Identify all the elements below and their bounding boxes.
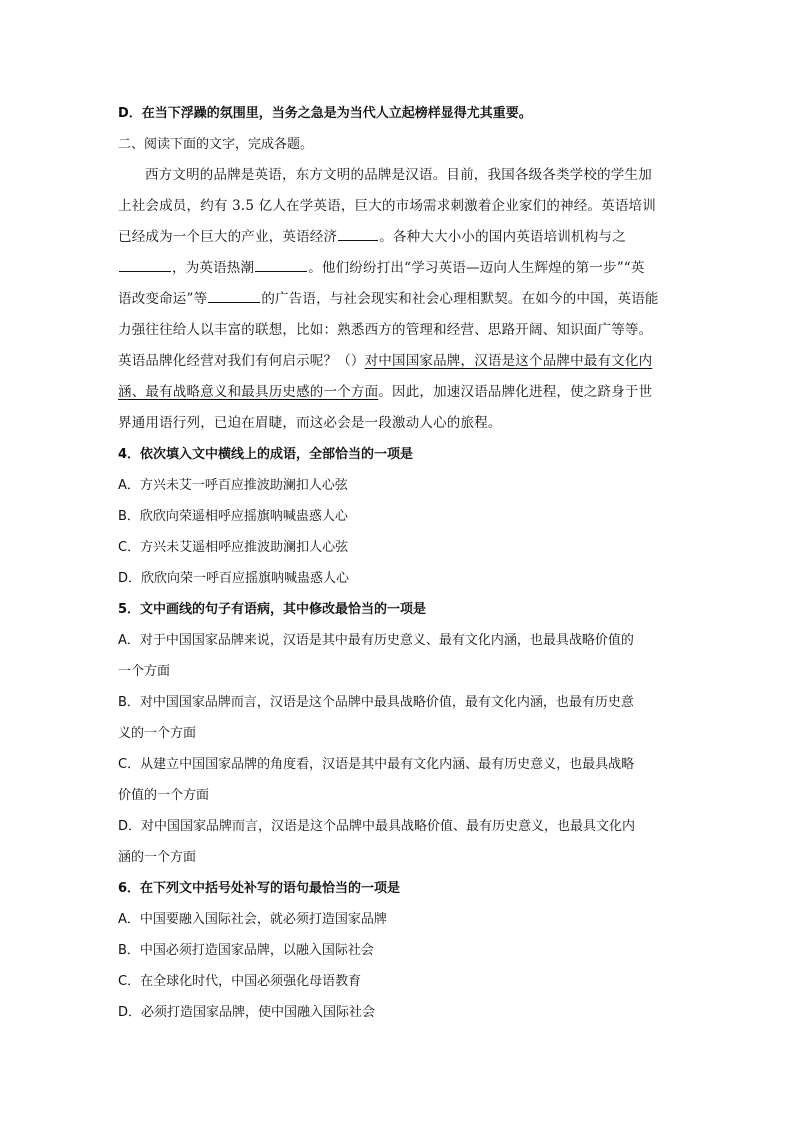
question-stem: 6．在下列文中括号处补写的语句最恰当的一项是	[118, 881, 401, 896]
option-b: B．欣欣向荣遥相呼应摇旗呐喊蛊惑人心	[118, 509, 348, 524]
section-heading: 二、阅读下面的文字，完成各题。	[118, 137, 314, 152]
passage-text: 英语品牌化经营对我们有何启示呢？（）	[118, 353, 365, 369]
option-a: A．对于中国国家品牌来说，汉语是其中最有历史意义、最有文化内涵，也最具战略价值的	[118, 633, 634, 648]
question-stem: 5．文中画线的句子有语病，其中修改最恰当的一项是	[118, 602, 427, 617]
passage-text: 。因此，加速汉语品牌化进程，使之跻身于世	[378, 384, 653, 400]
option-b-cont: 义的一个方面	[118, 726, 197, 741]
passage-text: 已经成为一个巨大的产业，英语经济	[118, 229, 338, 245]
fill-blank-3	[255, 256, 307, 272]
option-d: D．必须打造国家品牌，使中国融入国际社会	[118, 1005, 376, 1020]
passage-line-6: 力强往往给人以丰富的联想，比如：熟悉西方的管理和经营、思路开阔、知识面广等等。	[118, 322, 653, 338]
option-a: A．中国要融入国际社会，就必须打造国家品牌	[118, 912, 387, 927]
option-b: B．中国必须打造国家品牌，以融入国际社会	[118, 943, 374, 958]
passage-line-8	[118, 377, 688, 408]
passage-line-1: 西方文明的品牌是英语，东方文明的品牌是汉语。目前，我国各级各类学校的学生加	[145, 167, 652, 183]
reading-passage	[118, 160, 688, 439]
option-d-cont: 涵的一个方面	[118, 850, 197, 865]
passage-text: 语改变命运”等	[118, 291, 208, 307]
question-5	[118, 594, 688, 873]
passage-line-3	[118, 222, 688, 253]
passage-line-2: 上社会成员，约有 3.5 亿人在学英语，巨大的市场需求刺激着企业家们的神经。英语培训	[118, 198, 656, 214]
option-a: A．方兴未艾一呼百应推波助澜扣人心弦	[118, 478, 348, 493]
exam-page	[118, 98, 688, 1028]
underlined-sentence: 涵、最有战略意义和最具历史感的一个方面	[118, 384, 379, 400]
fill-blank-2	[119, 256, 171, 272]
fill-blank-4	[208, 287, 260, 303]
option-d: D．对中国国家品牌而言，汉语是这个品牌中最具战略价值、最有历史意义，也最具文化内	[118, 819, 636, 834]
passage-line-5	[118, 284, 688, 315]
option-c: C．从建立中国国家品牌的角度看，汉语是其中最有文化内涵、最有历史意义，也最具战略	[118, 757, 635, 772]
question-6	[118, 873, 688, 1028]
passage-text: ，为英语热潮	[172, 260, 255, 276]
passage-line-9: 界通用语行列，已迫在眉睫，而这必会是一段激动人心的旅程。	[118, 415, 502, 431]
underlined-sentence: 对中国国家品牌，汉语是这个品牌中最有文化内	[364, 353, 653, 369]
passage-line-7	[118, 346, 688, 377]
fill-blank-1	[338, 225, 378, 241]
question-stem: 4．依次填入文中横线上的成语，全部恰当的一项是	[118, 447, 414, 462]
passage-text: 。各种大大小小的国内英语培训机构与之	[379, 229, 626, 245]
question-4	[118, 439, 688, 594]
prev-question-option-d: D．在当下浮躁的氛围里，当务之急是为当代人立起榜样显得尤其重要。	[118, 106, 532, 121]
passage-line-4	[118, 253, 688, 284]
option-a-cont: 一个方面	[118, 664, 171, 679]
passage-text: 的广告语，与社会现实和社会心理相默契。在如今的中国，英语能	[261, 291, 659, 307]
option-d: D．欣欣向荣一呼百应摇旗呐喊蛊惑人心	[118, 571, 350, 586]
option-c: C．方兴未艾遥相呼应推波助澜扣人心弦	[118, 540, 349, 555]
option-c-cont: 价值的一个方面	[118, 788, 210, 803]
option-c: C．在全球化时代，中国必须强化母语教育	[118, 974, 362, 989]
passage-text: 。他们纷纷打出“学习英语—迈向人生辉煌的第一步”“英	[308, 260, 645, 276]
option-b: B．对中国国家品牌而言，汉语是这个品牌中最具战略价值，最有文化内涵，也最有历史意	[118, 695, 634, 710]
